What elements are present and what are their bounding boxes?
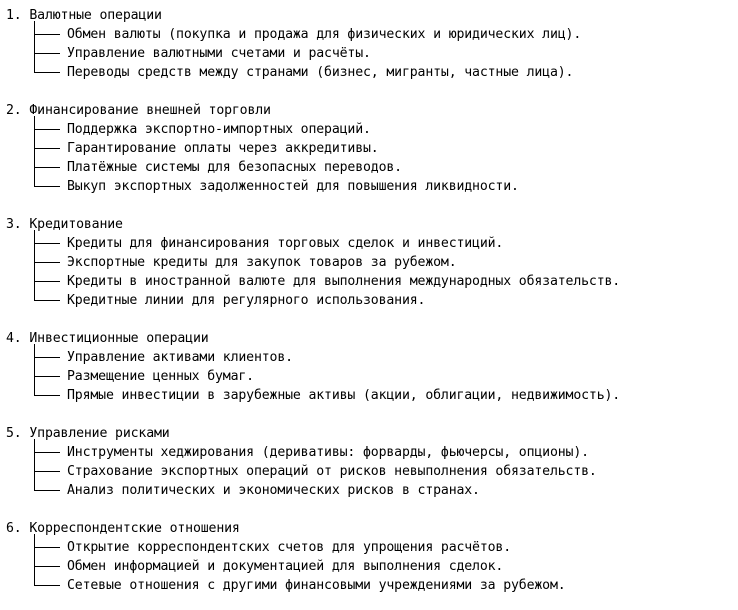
tree-branch-end-icon — [34, 291, 60, 310]
list-item — [6, 272, 736, 291]
section-items — [6, 443, 736, 500]
list-item — [6, 348, 736, 367]
section-lending — [6, 215, 736, 310]
list-item — [6, 462, 736, 481]
list-item — [6, 25, 736, 44]
list-item — [6, 481, 736, 500]
tree-branch-icon — [34, 348, 60, 367]
list-item — [6, 158, 736, 177]
list-item — [6, 44, 736, 63]
tree-branch-icon — [34, 253, 60, 272]
list-item-text: Кредитные линии для регулярного использования. — [67, 293, 426, 308]
list-item-text: Сетевые отношения с другими финансовыми учреждениями за рубежом. — [67, 578, 566, 593]
tree-branch-icon — [34, 44, 60, 63]
list-item — [6, 291, 736, 310]
list-item-text: Платёжные системы для безопасных переводов. — [67, 160, 402, 175]
list-item-text: Гарантирование оплаты через аккредитивы. — [67, 141, 379, 156]
list-item — [6, 538, 736, 557]
section-risk-management — [6, 424, 736, 500]
section-heading: 2. Финансирование внешней торговли — [6, 103, 271, 118]
tree-branch-icon — [34, 443, 60, 462]
section-heading: 1. Валютные операции — [6, 8, 162, 23]
list-item-text: Управление валютными счетами и расчёты. — [67, 46, 371, 61]
tree-branch-icon — [34, 158, 60, 177]
list-item-text: Экспортные кредиты для закупок товаров за рубежом. — [67, 255, 457, 270]
section-trade-finance — [6, 101, 736, 196]
list-item — [6, 576, 736, 595]
list-item-text: Обмен информацией и документацией для выполнения сделок. — [67, 559, 504, 574]
tree-branch-end-icon — [34, 481, 60, 500]
tree-branch-end-icon — [34, 386, 60, 405]
list-item-text: Выкуп экспортных задолженностей для повышения ликвидности. — [67, 179, 519, 194]
list-item-text: Инструменты хеджирования (деривативы: форварды, фьючерсы, опционы). — [67, 445, 589, 460]
tree-branch-icon — [34, 234, 60, 253]
tree-branch-icon — [34, 120, 60, 139]
section-items — [6, 25, 736, 82]
list-item-text: Открытие корреспондентских счетов для упрощения расчётов. — [67, 540, 512, 555]
list-item — [6, 63, 736, 82]
tree-branch-icon — [34, 139, 60, 158]
list-item-text: Кредиты для финансирования торговых сделок и инвестиций. — [67, 236, 504, 251]
document — [6, 6, 736, 595]
list-item-text: Переводы средств между странами (бизнес, мигранты, частные лица). — [67, 65, 574, 80]
section-items — [6, 348, 736, 405]
list-item-text: Анализ политических и экономических рисков в странах. — [67, 483, 480, 498]
section-heading: 5. Управление рисками — [6, 426, 170, 441]
section-heading: 3. Кредитование — [6, 217, 123, 232]
list-item-text: Обмен валюты (покупка и продажа для физических и юридических лиц). — [67, 27, 582, 42]
section-items — [6, 120, 736, 196]
tree-branch-icon — [34, 272, 60, 291]
section-items — [6, 234, 736, 310]
section-heading: 6. Корреспондентские отношения — [6, 521, 240, 536]
tree-branch-icon — [34, 25, 60, 44]
list-item-text: Размещение ценных бумаг. — [67, 369, 254, 384]
list-item — [6, 234, 736, 253]
list-item-text: Страхование экспортных операций от рисков невыполнения обязательств. — [67, 464, 597, 479]
list-item-text: Поддержка экспортно-импортных операций. — [67, 122, 371, 137]
list-item-text: Кредиты в иностранной валюте для выполнения международных обязательств. — [67, 274, 621, 289]
section-correspondent-relations — [6, 519, 736, 595]
tree-branch-end-icon — [34, 63, 60, 82]
section-investment-operations — [6, 329, 736, 405]
list-item — [6, 367, 736, 386]
list-item — [6, 253, 736, 272]
tree-branch-icon — [34, 538, 60, 557]
list-item-text: Управление активами клиентов. — [67, 350, 293, 365]
section-currency-operations — [6, 6, 736, 82]
list-item-text: Прямые инвестиции в зарубежные активы (акции, облигации, недвижимость). — [67, 388, 621, 403]
list-item — [6, 177, 736, 196]
list-item — [6, 139, 736, 158]
section-items — [6, 538, 736, 595]
section-heading: 4. Инвестиционные операции — [6, 331, 209, 346]
tree-branch-icon — [34, 367, 60, 386]
tree-branch-end-icon — [34, 177, 60, 196]
list-item — [6, 386, 736, 405]
list-item — [6, 443, 736, 462]
list-item — [6, 120, 736, 139]
tree-branch-icon — [34, 462, 60, 481]
tree-branch-end-icon — [34, 576, 60, 595]
list-item — [6, 557, 736, 576]
tree-branch-icon — [34, 557, 60, 576]
